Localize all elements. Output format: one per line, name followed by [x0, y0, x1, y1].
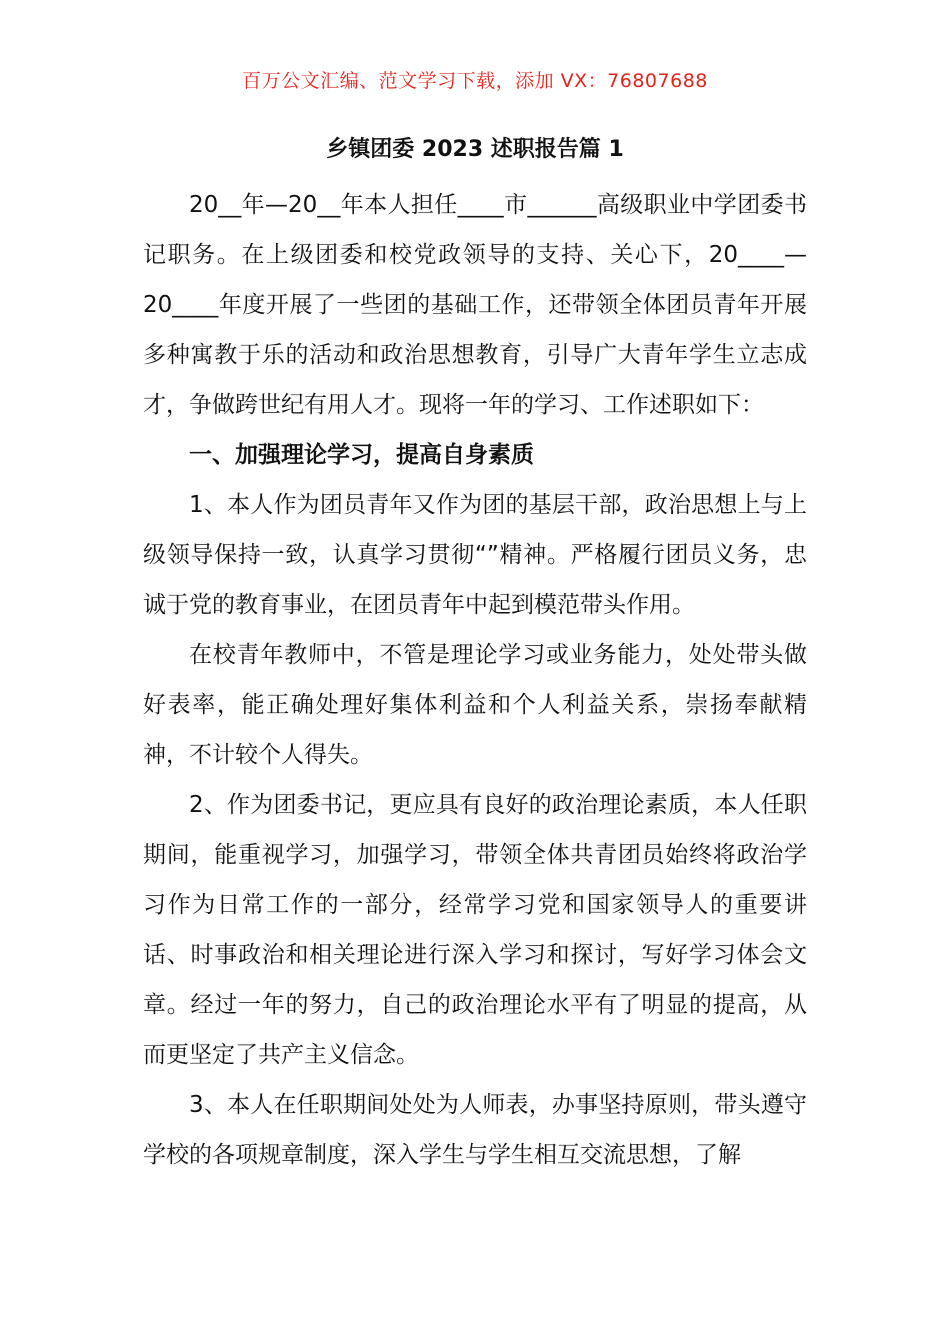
section-heading: 一、加强理论学习，提高自身素质	[189, 442, 534, 468]
document-title: 乡镇团委 2023 述职报告篇 1	[326, 137, 624, 162]
paragraph-item-1-continued: 在校青年教师中，不管是理论学习或业务能力，处处带头做好表率，能正确处理好集体利益和个人利益关系，崇扬奉献精神，不计较个人得失。	[143, 642, 807, 768]
paragraph-item-1: 1、本人作为团员青年又作为团的基层干部，政治思想上与上级领导保持一致，认真学习贯彻“”精神。严格履行团员义务，忠诚于党的教育事业，在团员青年中起到模范带头作用。	[143, 492, 807, 618]
document-body	[143, 180, 807, 1180]
paragraph-item-3: 3、本人在任职期间处处为人师表，办事坚持原则，带头遵守学校的各项规章制度，深入学生与学生相互交流思想，了解	[143, 1092, 807, 1168]
paragraph-item-2: 2、作为团委书记，更应具有良好的政治理论素质，本人任职期间，能重视学习，加强学习，带领全体共青团员始终将政治学习作为日常工作的一部分，经常学习党和国家领导人的重要讲话、时事政治和相关理论进行深入学习和探讨，写好学习体会文章。经过一年的努力，自己的政治理论水平有了明显的提高，从而更坚定了共产主义信念。	[143, 792, 807, 1068]
header-note: 百万公文汇编、范文学习下载，添加 VX：76807688	[242, 70, 708, 92]
paragraph-intro: 20__年—20__年本人担任____市______高级职业中学团委书记职务。在上级团委和校党政领导的支持、关心下，20____—20____年度开展了一些团的基础工作，还带领全体团员青年开展多种寓教于乐的活动和政治思想教育，引导广大青年学生立志成才，争做跨世纪有用人才。现将一年的学习、工作述职如下：	[143, 192, 807, 418]
